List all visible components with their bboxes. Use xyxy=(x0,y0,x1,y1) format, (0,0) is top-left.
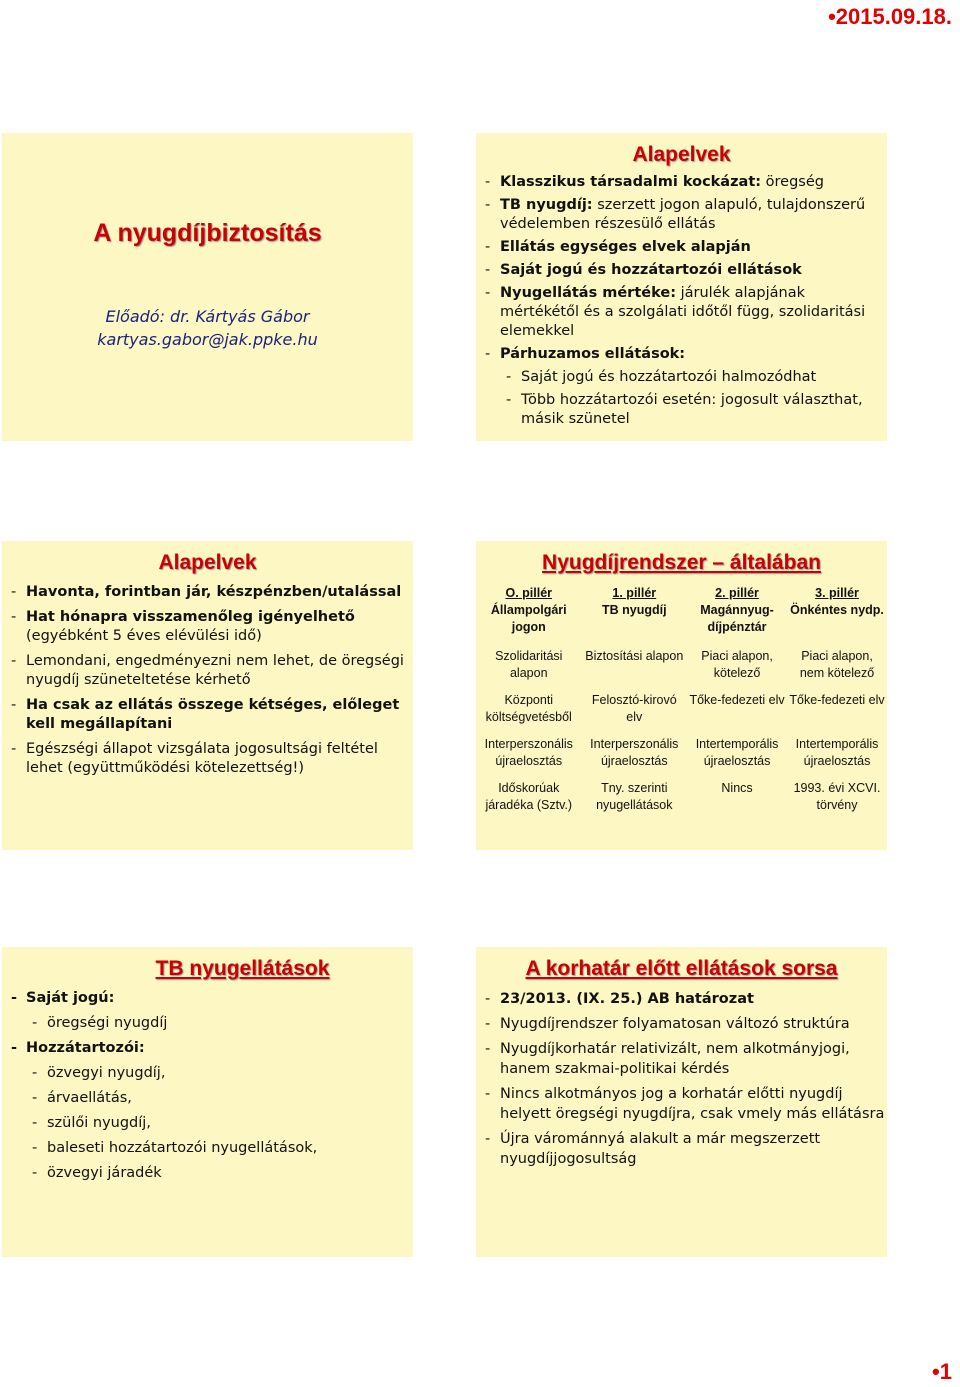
table-cell: Felosztó-kirovó elv xyxy=(591,693,677,724)
author-block xyxy=(2,305,413,351)
author-email: kartyas.gabor@jak.ppke.hu xyxy=(97,330,318,349)
list-item: - Párhuzamos ellátások: xyxy=(476,345,887,364)
sub-list-item: - árvaellátás, xyxy=(2,1089,413,1108)
table-cell: Nincs xyxy=(721,781,753,795)
list-item: - Nyugdíjkorhatár relativizált, nem alkotmányjogi, hanem szakmai-politikai kérdés xyxy=(476,1039,887,1079)
list-item: - Havonta, forintban jár, készpénzben/utalással xyxy=(2,583,413,602)
list-item: - Hat hónapra visszamenőleg igényelhető (egyébként 5 éves elévülési idő) xyxy=(2,608,413,646)
table-cell: Interperszonális újraelosztás xyxy=(484,737,573,768)
slide-heading: Alapelvek xyxy=(158,551,257,574)
table-cell: Piaci alapon, kötelező xyxy=(701,649,773,680)
slide-nyugdijrendszer xyxy=(476,541,887,850)
list-item: - Saját jogú: xyxy=(2,989,413,1008)
list-item: - Klasszikus társadalmi kockázat: öregség xyxy=(476,173,887,192)
bullet-list xyxy=(476,989,887,1169)
list-item: - Nincs alkotmányos jog a korhatár előtti nyugdíj helyett öregségi nyugdíjra, csak vmely más ellátásra xyxy=(476,1084,887,1124)
list-item: - Saját jogú és hozzátartozói ellátások xyxy=(476,261,887,280)
slide-alapelvek-1 xyxy=(476,133,887,441)
list-item: - TB nyugdíj: szerzett jogon alapuló, tulajdonszerű védelemben részesülő ellátás xyxy=(476,196,887,234)
sub-list-item: - Saját jogú és hozzátartozói halmozódhat xyxy=(476,368,887,387)
table-cell: 1993. évi XCVI. törvény xyxy=(793,781,881,812)
slide-korhatar-elott xyxy=(476,947,887,1257)
page-number: •1 xyxy=(932,1359,952,1384)
slide-title xyxy=(2,133,413,441)
sub-list-item: - baleseti hozzátartozói nyugellátások, xyxy=(2,1139,413,1158)
table-cell: Interperszonális újraelosztás xyxy=(590,737,679,768)
slide-tb-nyugellatasok xyxy=(2,947,413,1257)
bullet-list xyxy=(2,989,413,1183)
list-item: - Nyugellátás mértéke: járulék alapjának mértékétől és a szolgálati időtől függ, szolidaritási elemekkel xyxy=(476,284,887,341)
sub-list-item: - szülői nyugdíj, xyxy=(2,1114,413,1133)
table-row xyxy=(476,692,887,736)
bullet-list xyxy=(476,173,887,429)
list-item: - 23/2013. (IX. 25.) AB határozat xyxy=(476,989,887,1009)
pillar-header: O. pillér Állampolgári jogon xyxy=(490,586,567,634)
sub-list-item: - özvegyi járadék xyxy=(2,1164,413,1183)
pillar-header: 1. pillér TB nyugdíj xyxy=(602,586,667,617)
slide-alapelvek-2 xyxy=(2,541,413,850)
table-cell: Biztosítási alapon xyxy=(585,649,684,663)
table-cell: Tőke-fedezeti elv xyxy=(689,693,785,707)
table-cell: Szolidaritási alapon xyxy=(495,649,563,680)
list-item: - Ha csak az ellátás összege kétséges, előleget kell megállapítani xyxy=(2,696,413,734)
sub-list-item: - öregségi nyugdíj xyxy=(2,1014,413,1033)
pillar-header: 2. pillér Magánnyug-díjpénztár xyxy=(700,586,774,634)
sub-list-item: - özvegyi nyugdíj, xyxy=(2,1064,413,1083)
table-cell: Intertemporális újraelosztás xyxy=(695,737,779,768)
slide-heading: Nyugdíjrendszer – általában xyxy=(542,551,821,574)
pillar-header: 3. pillér Önkéntes nydp. xyxy=(790,586,884,617)
table-row xyxy=(476,648,887,692)
author-line: Előadó: dr. Kártyás Gábor xyxy=(105,307,310,326)
table-cell: Tőke-fedezeti elv xyxy=(789,693,885,707)
table-cell: Központi költségvetésből xyxy=(485,693,572,724)
table-header-row xyxy=(476,585,887,648)
list-item: - Hozzátartozói: xyxy=(2,1039,413,1058)
list-item: - Egészségi állapot vizsgálata jogosultsági feltétel lehet (együttműködési kötelezettség!) xyxy=(2,740,413,778)
table-cell: Időskorúak járadéka (Sztv.) xyxy=(485,781,573,812)
table-cell: Piaci alapon, nem kötelező xyxy=(799,649,875,680)
table-row xyxy=(476,736,887,780)
pillar-table xyxy=(476,585,887,824)
sub-list-item: - Több hozzátartozói esetén: jogosult választhat, másik szünetel xyxy=(476,391,887,429)
header-date: •2015.09.18. xyxy=(828,4,952,29)
slide-title-heading: A nyugdíjbiztosítás xyxy=(93,219,322,247)
table-cell: Tny. szerinti nyugellátások xyxy=(596,781,673,812)
list-item: - Nyugdíjrendszer folyamatosan változó struktúra xyxy=(476,1014,887,1034)
list-item: - Újra várománnyá alakult a már megszerzett nyugdíjjogosultság xyxy=(476,1129,887,1169)
table-cell: Intertemporális újraelosztás xyxy=(795,737,879,768)
slide-heading: Alapelvek xyxy=(632,143,731,166)
list-item: - Ellátás egységes elvek alapján xyxy=(476,238,887,257)
bullet-list xyxy=(2,583,413,778)
table-row xyxy=(476,780,887,824)
slide-heading: A korhatár előtt ellátások sorsa xyxy=(525,957,838,980)
list-item: - Lemondani, engedményezni nem lehet, de öregségi nyugdíj szüneteltetése kérhető xyxy=(2,652,413,690)
slide-heading: TB nyugellátások xyxy=(155,957,330,980)
